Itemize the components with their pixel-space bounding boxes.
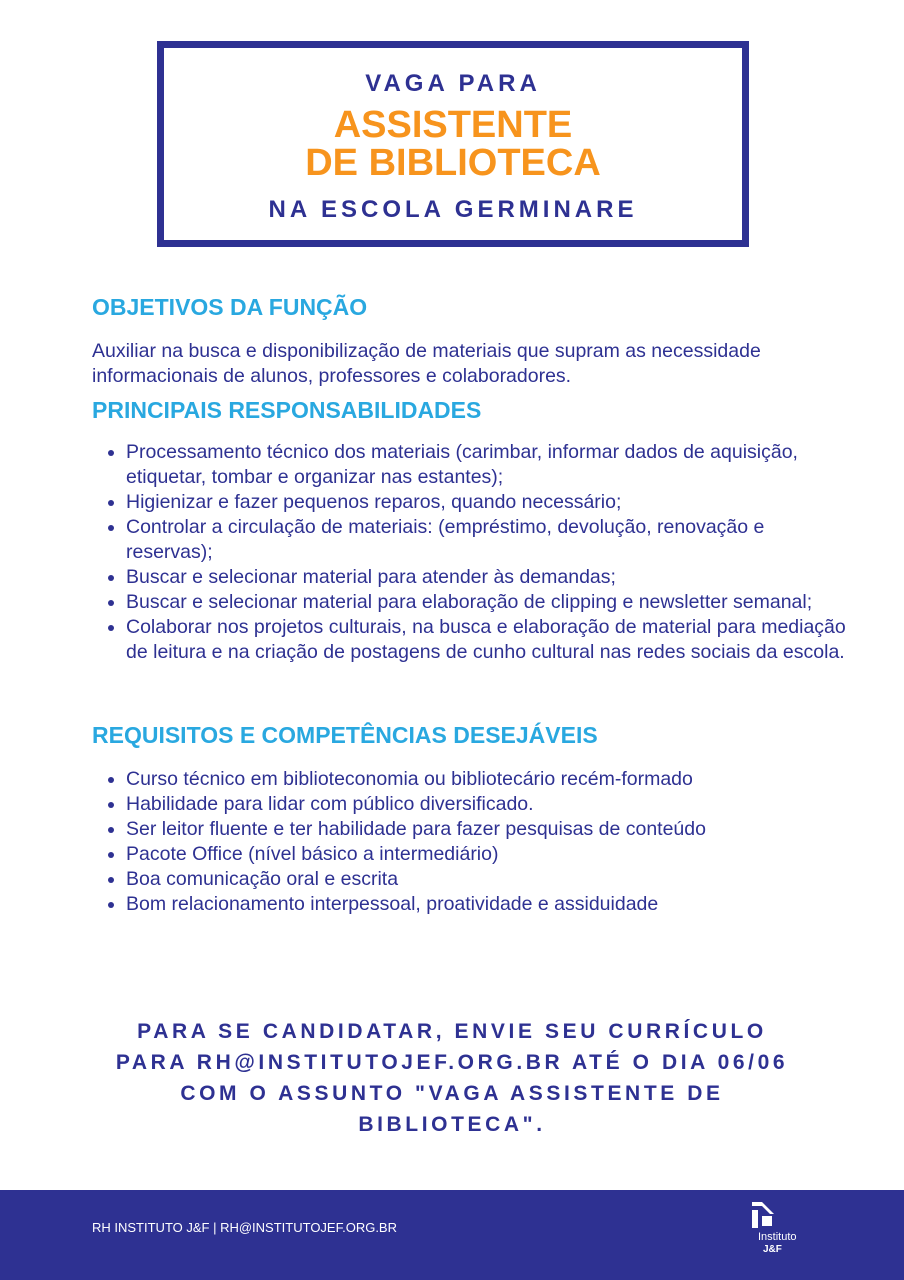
list-item: • Higienizar e fazer pequenos reparos, quando necessário; [126,490,846,515]
requirements-list [92,767,846,917]
header-title [164,106,742,182]
header-bottom: NA ESCOLA GERMINARE [268,196,638,223]
list-item: • Habilidade para lidar com público diversificado. [126,792,846,817]
list-item: • Curso técnico em biblioteconomia ou bibliotecário recém-formado [126,767,846,792]
responsibilities-heading: PRINCIPAIS RESPONSABILIDADES [92,397,482,423]
list-item: • Colaborar nos projetos culturais, na busca e elaboração de material para mediação de leitura e na criação de postagens de cunho cultural nas redes sociais da escola. [126,615,846,665]
footer [0,1190,904,1280]
list-item: • Controlar a circulação de materiais: (empréstimo, devolução, renovação e reservas); [126,515,846,565]
objectives-text: Auxiliar na busca e disponibilização de materiais que supram as necessidade informacionais de alunos, professores e colaboradores. [92,340,761,387]
instituto-jf-logo-icon [748,1200,778,1230]
apply-instructions: PARA SE CANDIDATAR, ENVIE SEU CURRÍCULO PARA RH@INSTITUTOJEF.ORG.BR ATÉ O DIA 06/06 COM O ASSUNTO "VAGA ASSISTENTE DE BIBLIOTECA". [115,1020,789,1136]
requirements-heading: REQUISITOS E COMPETÊNCIAS DESEJÁVEIS [92,722,598,748]
header-box [157,41,749,247]
logo-text-instituto: Instituto [758,1231,797,1243]
responsibilities-list [92,440,846,665]
header-title-line1: ASSISTENTE [333,104,573,146]
list-item: • Boa comunicação oral e escrita [126,867,846,892]
objectives-heading: OBJETIVOS DA FUNÇÃO [92,294,368,320]
instituto-jf-logo [748,1200,818,1260]
footer-contact: RH INSTITUTO J&F | RH@INSTITUTOJEF.ORG.BR [92,1220,397,1235]
list-item: • Pacote Office (nível básico a intermediário) [126,842,846,867]
header-title-line2: DE BIBLIOTECA [305,142,601,184]
list-item: • Processamento técnico dos materiais (carimbar, informar dados de aquisição, etiquetar, tombar e organizar nas estantes); [126,440,846,490]
list-item: • Buscar e selecionar material para atender às demandas; [126,565,846,590]
list-item: • Ser leitor fluente e ter habilidade para fazer pesquisas de conteúdo [126,817,846,842]
header-top: VAGA PARA [365,70,541,97]
list-item: • Bom relacionamento interpessoal, proatividade e assiduidade [126,892,846,917]
list-item: • Buscar e selecionar material para elaboração de clipping e newsletter semanal; [126,590,846,615]
logo-text-jf: J&F [763,1244,782,1255]
